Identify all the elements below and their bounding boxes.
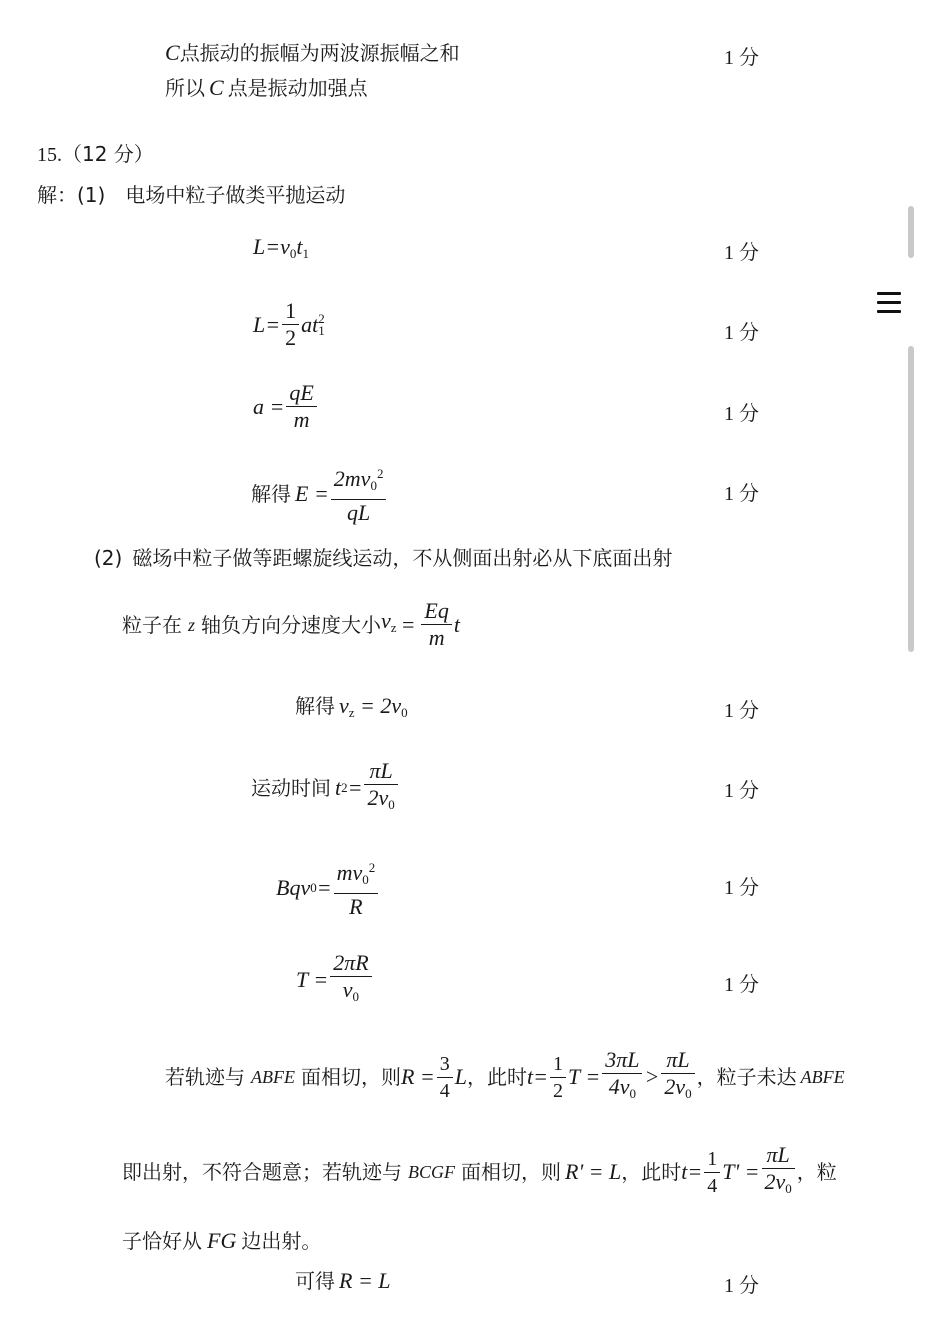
eq-text: t=: [527, 1064, 548, 1089]
face-label: ABFE: [251, 1067, 295, 1087]
menu-line: [877, 301, 901, 304]
fraction: [334, 855, 379, 920]
part-label: (1): [77, 183, 106, 207]
var: t: [335, 775, 342, 800]
fraction: [602, 1047, 642, 1107]
eq-sign: =: [347, 775, 363, 800]
sub: 0: [685, 1086, 692, 1101]
part1-text: 电场中粒子做类平抛运动: [125, 183, 346, 207]
menu-line: [877, 292, 901, 295]
vz-velocity-line: [122, 598, 460, 651]
var: v: [339, 693, 349, 718]
face-label: BCGF: [408, 1162, 455, 1182]
sub: 2: [341, 780, 348, 795]
sub: 0: [388, 797, 395, 812]
text: 子恰好从: [122, 1229, 202, 1253]
numerator: 1: [282, 298, 299, 325]
fraction: [331, 461, 387, 526]
eq-text: R' = L: [565, 1159, 622, 1184]
denominator: 2: [285, 325, 297, 350]
sup: 2: [376, 466, 384, 481]
score: 1 分: [724, 780, 759, 802]
eq-text: L=: [253, 311, 281, 337]
numerator: 3: [437, 1051, 453, 1078]
score: 1 分: [724, 877, 759, 899]
fraction: [330, 950, 371, 1010]
text: ，粒: [796, 1160, 837, 1184]
denominator: m: [428, 625, 445, 650]
numerator: 3πL: [602, 1047, 642, 1074]
problem-number: 15.: [37, 144, 62, 166]
sub: z: [390, 620, 397, 635]
equation-bqv0: [276, 855, 380, 920]
score: 1 分: [724, 403, 759, 425]
text: ，此时: [621, 1160, 682, 1184]
sub: 0: [362, 872, 369, 887]
score: 1 分: [724, 322, 759, 344]
c-reinforce-line: [165, 76, 368, 100]
part2-text: 磁场中粒子做等距螺旋线运动，不从侧面出射必从下底面出射: [132, 546, 673, 570]
solution-label: 解：: [37, 183, 77, 207]
text: 边出射。: [241, 1229, 322, 1253]
equation-l-v0t1: [253, 235, 309, 266]
sub: z: [348, 705, 355, 720]
denominator: 4v: [608, 1074, 630, 1099]
eq-text: a =: [253, 393, 285, 419]
denominator: qL: [347, 500, 371, 525]
text: 面相切，则: [461, 1160, 561, 1184]
problem-points: （12 分）: [62, 142, 154, 166]
equation-e-result: [251, 461, 388, 526]
eq-text: T' =: [722, 1159, 760, 1184]
var-c: C: [165, 40, 180, 65]
sup: 2: [318, 310, 325, 326]
equation-vz-result: [295, 694, 408, 725]
sub: 0: [289, 246, 297, 261]
eq-text: T =: [568, 1064, 601, 1089]
fraction: [661, 1047, 694, 1107]
sub: 0: [785, 1181, 792, 1196]
prefix-text: 解得: [251, 481, 291, 506]
prefix-text: 解得: [295, 694, 335, 718]
denominator: 2v: [367, 785, 389, 810]
sup-sub: [318, 310, 325, 338]
prefix-text: 运动时间: [251, 776, 331, 800]
score: 1 分: [724, 974, 759, 996]
text: 所以: [165, 76, 205, 100]
text: ，此时: [467, 1065, 528, 1089]
hamburger-menu-icon[interactable]: [873, 288, 905, 318]
eq-text: E =: [295, 480, 329, 506]
fraction: [364, 758, 397, 818]
numerator: πL: [364, 758, 397, 785]
var-vz: [381, 609, 397, 640]
eq-text: R = L: [339, 1268, 391, 1293]
numerator: πL: [762, 1142, 795, 1169]
fraction: [421, 598, 451, 651]
paragraph-bcgf-line: [122, 1142, 837, 1202]
c-amplitude-text: 点振动的振幅为两波源振幅之和: [179, 41, 460, 65]
sub: 0: [629, 1086, 636, 1101]
fraction: [437, 1051, 453, 1104]
denominator: 2v: [664, 1074, 686, 1099]
denominator: v: [342, 977, 353, 1002]
numerator: 1: [550, 1051, 566, 1078]
sub: 0: [370, 478, 377, 493]
paragraph-abfe-line: [165, 1047, 845, 1107]
score: 1 分: [724, 242, 759, 264]
edge-label: FG: [207, 1228, 237, 1253]
gt-sign: >: [644, 1064, 660, 1089]
menu-line: [877, 310, 901, 313]
numerator: 1: [704, 1146, 720, 1173]
score: 1 分: [724, 47, 759, 69]
part2-header: [94, 546, 672, 570]
sup: 2: [368, 860, 376, 875]
fraction: [550, 1051, 566, 1104]
eq-text: t=: [681, 1159, 703, 1184]
equation-a-qe-m: [253, 380, 319, 433]
score: 1 分: [724, 700, 759, 722]
part1-header: [37, 183, 345, 207]
text: 面相切，则: [300, 1065, 401, 1089]
denominator: 2v: [764, 1169, 786, 1194]
numerator: qE: [286, 380, 316, 407]
denominator: R: [349, 894, 363, 919]
numerator: 2πR: [330, 950, 371, 977]
eq-text: t: [296, 234, 303, 259]
var-z: z: [188, 614, 196, 635]
eq-text: L=v: [253, 234, 290, 259]
score: 1 分: [724, 483, 759, 505]
problem-15-header: [37, 142, 154, 167]
part-label: (2): [94, 546, 123, 570]
text: 粒子在: [122, 612, 182, 637]
var-c: C: [209, 75, 224, 100]
text: 即出射，不符合题意；若轨迹与: [122, 1160, 402, 1184]
denominator: m: [293, 407, 310, 432]
eq-text: Bqv: [276, 874, 311, 900]
numerator: 2mv: [333, 466, 371, 491]
paragraph-fg-line: [122, 1229, 321, 1253]
sub: 0: [352, 989, 360, 1004]
prefix-text: 可得: [295, 1269, 335, 1293]
fraction: [286, 380, 316, 433]
c-amplitude-line: [165, 41, 460, 65]
eq-text: R =: [400, 1064, 435, 1089]
scrollbar-thumb[interactable]: [908, 346, 914, 652]
sub: 0: [401, 705, 408, 720]
eq-sign: =: [400, 611, 416, 637]
fraction: [282, 298, 299, 351]
equation-period-t: [296, 950, 374, 1010]
eq-sign: =: [316, 874, 332, 900]
equation-final-r: [295, 1269, 391, 1293]
numerator: mv: [336, 860, 363, 885]
denominator: 4: [439, 1079, 450, 1102]
text: ，粒子未达: [696, 1065, 797, 1089]
text: 轴负方向分速度大小: [201, 612, 382, 637]
eq-text: = 2v: [354, 693, 402, 718]
score: 1 分: [724, 1275, 759, 1297]
numerator: Eq: [421, 598, 451, 625]
scrollbar-thumb-top[interactable]: [908, 206, 914, 258]
fraction: [704, 1146, 720, 1199]
face-label: ABFE: [800, 1067, 845, 1087]
fraction: [762, 1142, 795, 1202]
var: L: [454, 1064, 468, 1089]
sub: 0: [310, 879, 317, 895]
eq-text: at: [301, 311, 319, 337]
denominator: 4: [707, 1174, 718, 1197]
denominator: 2: [553, 1079, 563, 1102]
numerator: πL: [661, 1047, 694, 1074]
equation-t2: [251, 758, 400, 818]
var: v: [381, 608, 391, 633]
text: 若轨迹与: [165, 1065, 245, 1089]
equation-l-half-at2: [253, 298, 325, 351]
sub: 1: [302, 246, 309, 261]
var-t: t: [453, 611, 460, 637]
eq-text: T =: [296, 967, 329, 992]
text: 点是振动加强点: [227, 76, 368, 100]
sub: 1: [318, 322, 325, 338]
